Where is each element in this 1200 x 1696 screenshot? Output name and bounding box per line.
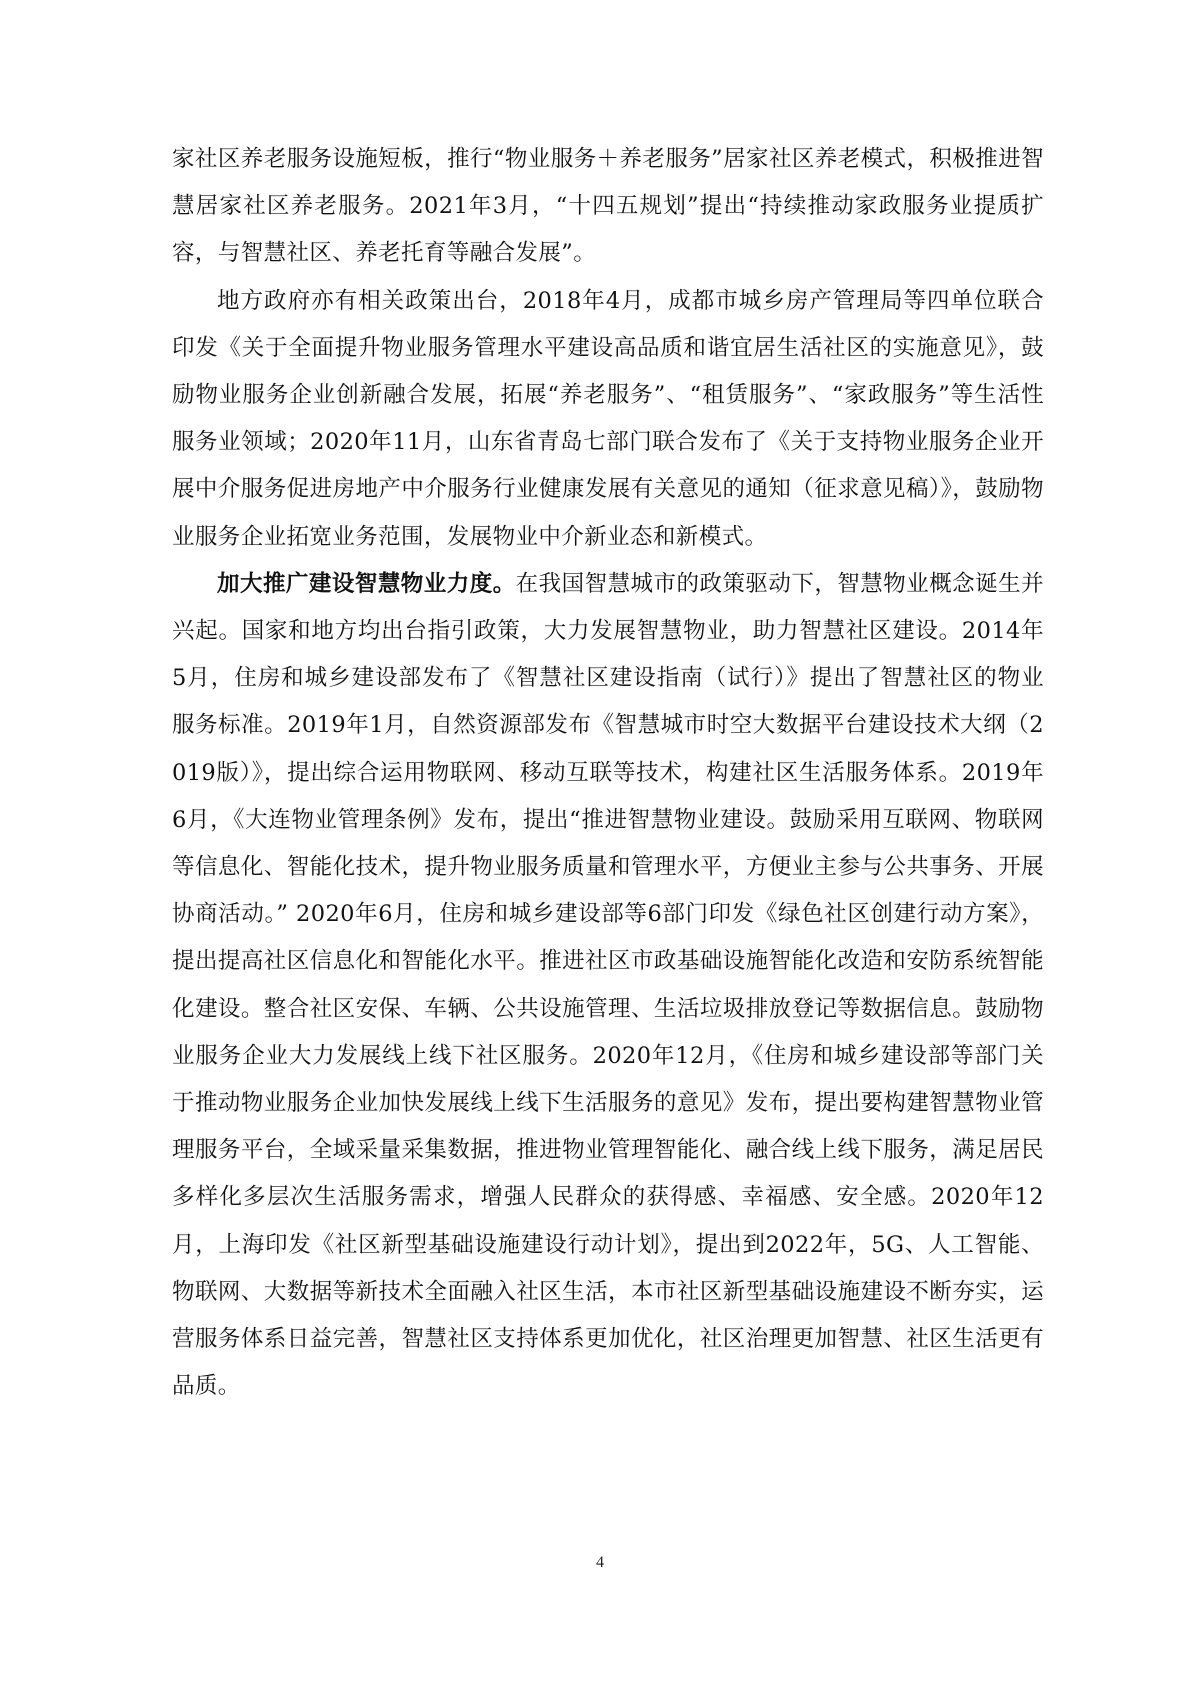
paragraph-smart-property xyxy=(172,561,1044,1411)
paragraph-local-policy xyxy=(172,278,1044,561)
body-text xyxy=(172,136,1044,1410)
paragraph-text: 家社区养老服务设施短板，推行“物业服务＋养老服务”居家社区养老模式，积极推进智慧居家社区养老服务。2021年3月，“十四五规划”提出“持续推动家政服务业提质扩容，与智慧社区、养老托育等融合发展”。 xyxy=(172,146,1044,267)
paragraph-continuation xyxy=(172,136,1044,278)
paragraph-lead-heading: 加大推广建设智慧物业力度。 xyxy=(217,570,516,597)
paragraph-text: 地方政府亦有相关政策出台，2018年4月，成都市城乡房产管理局等四单位联合印发《关于全面提升物业服务管理水平建设高品质和谐宜居生活社区的实施意见》，鼓励物业服务企业创新融合发展，拓展“养老服务”、“租赁服务”、“家政服务”等生活性服务业领域；2020年11月，山东省青岛七部门联合发布了《关于支持物业服务企业开展中介服务促进房地产中介服务行业健康发展有关意见的通知（征求意见稿）》，鼓励物业服务企业拓宽业务范围，发展物业中介新业态和新模式。 xyxy=(172,287,1044,550)
page-number: 4 xyxy=(596,1554,604,1571)
paragraph-text: 在我国智慧城市的政策驱动下，智慧物业概念诞生并兴起。国家和地方均出台指引政策，大力发展智慧物业，助力智慧社区建设。2014年5月，住房和城乡建设部发布了《智慧社区建设指南（试行）》提出了智慧社区的物业服务标准。2019年1月，自然资源部发布《智慧城市时空大数据平台建设技术大纲（2019版）》，提出综合运用物联网、移动互联等技术，构建社区生活服务体系。2019年6月，《大连物业管理条例》发布，提出“推进智慧物业建设。鼓励采用互联网、物联网等信息化、智能化技术，提升物业服务质量和管理水平，方便业主参与公共事务、开展协商活动。” 2020年6月，住房和城乡建设部等6部门印发《绿色社区创建行动方案》，提出提高社区信息化和智能化水平。推进社区市政基础设施智能化改造和安防系统智能化建设。整合社区安保、车辆、公共设施管理、生活垃圾排放登记等数据信息。鼓励物业服务企业大力发展线上线下社区服务。2020年12月，《住房和城乡建设部等部门关于推动物业服务企业加快发展线上线下生活服务的意见》发布，提出要构建智慧物业管理服务平台，全域采量采集数据，推进物业管理智能化、融合线上线下服务，满足居民多样化多层次生活服务需求，增强人民群众的获得感、幸福感、安全感。2020年12月，上海印发《社区新型基础设施建设行动计划》，提出到2022年，5G、人工智能、物联网、大数据等新技术全面融入社区生活，本市社区新型基础设施建设不断夯实，运营服务体系日益完善，智慧社区支持体系更加优化，社区治理更加智慧、社区生活更有品质。 xyxy=(172,570,1045,1400)
